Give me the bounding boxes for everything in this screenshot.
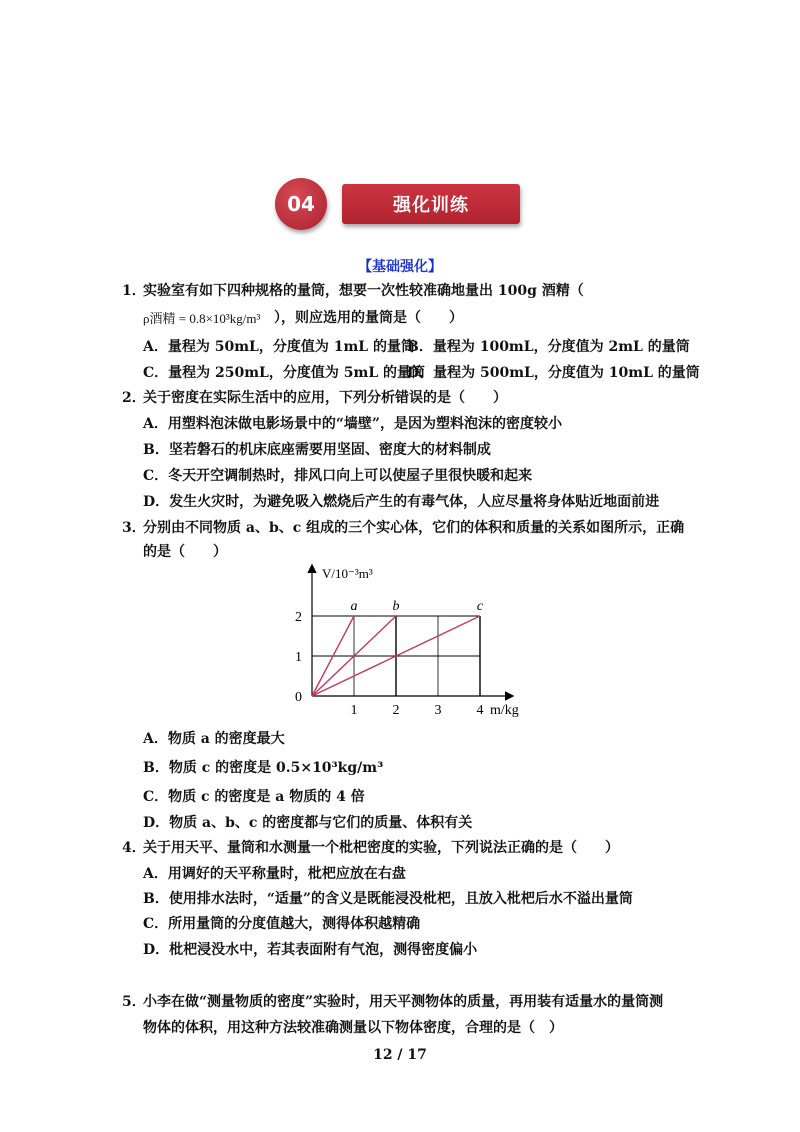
y-tick-label-2: 2 <box>295 610 302 625</box>
question-4-stem: 关于用天平、量筒和水测量一个枇杷密度的实验，下列说法正确的是（ ） <box>143 840 619 856</box>
question-3-stem-line1: 分别由不同物质 a、b、c 组成的三个实心体，它们的体积和质量的关系如图所示，正确 <box>143 520 685 536</box>
question-1-number: 1． <box>122 283 146 299</box>
origin-label: 0 <box>295 690 302 705</box>
page-number: 12 / 17 <box>373 1047 427 1063</box>
question-2-option-d: D．发生火灾时，为避免吸入燃烧后产生的有毒气体，人应尽量将身体贴近地面前进 <box>143 494 660 510</box>
volume-mass-chart <box>280 560 540 720</box>
section-title: 【基础强化】 <box>358 259 442 275</box>
question-1-stem-line2: ），则应选用的量筒是（ ） <box>274 310 463 326</box>
question-1-option-b: B．量程为 100mL，分度值为 2mL 的量筒 <box>407 339 690 355</box>
question-1-formula: ρ酒精 = 0.8×10³kg/m³ <box>143 311 261 326</box>
question-3-option-b: B．物质 c 的密度是 0.5×10³kg/m³ <box>143 760 384 776</box>
question-3-option-a: A．物质 a 的密度最大 <box>143 731 285 747</box>
question-1-option-c: C．量程为 250mL，分度值为 5mL 的量筒 <box>143 365 426 381</box>
question-5-stem-line2: 物体的体积，用这种方法较准确测量以下物体密度，合理的是（ ） <box>143 1020 563 1036</box>
x-axis-label: m/kg <box>490 703 519 718</box>
question-2-option-a: A．用塑料泡沫做电影场景中的“墙壁”，是因为塑料泡沫的密度较小 <box>143 416 562 432</box>
question-4-option-c: C．所用量筒的分度值越大，测得体积越精确 <box>143 916 421 932</box>
question-2-option-b: B．坚若磐石的机床底座需要用坚固、密度大的材料制成 <box>143 442 491 458</box>
y-axis-label: V/10⁻³m³ <box>322 566 373 581</box>
question-2-option-c: C．冬天开空调制热时，排风口向上可以使屋子里很快暖和起来 <box>143 468 533 484</box>
question-1-option-d: D．量程为 500mL，分度值为 10mL 的量筒 <box>407 365 700 381</box>
question-4-option-b: B．使用排水法时，“适量”的含义是既能浸没枇杷，且放入枇杷后水不溢出量筒 <box>143 891 633 907</box>
x-tick-label-4: 4 <box>476 703 484 718</box>
question-3-number: 3． <box>122 520 146 536</box>
question-2-number: 2． <box>122 390 146 406</box>
question-4-option-d: D．枇杷浸没水中，若其表面附有气泡，测得密度偏小 <box>143 942 478 958</box>
x-tick-label-1: 1 <box>350 703 358 718</box>
question-4-number: 4． <box>122 840 146 856</box>
question-3-option-d: D．物质 a、b、c 的密度都与它们的质量、体积有关 <box>143 815 473 831</box>
question-4-option-a: A．用调好的天平称量时，枇杷应放在右盘 <box>143 866 406 882</box>
question-1-stem-line1: 实验室有如下四种规格的量筒，想要一次性较准确地量出 100g 酒精（ <box>143 283 584 299</box>
series-label-a: a <box>350 599 358 614</box>
question-1-option-a: A．量程为 50mL，分度值为 1mL 的量筒 <box>143 339 416 355</box>
x-tick-label-2: 2 <box>392 703 400 718</box>
y-tick-label-1: 1 <box>295 650 302 665</box>
question-3-option-c: C．物质 c 的密度是 a 物质的 4 倍 <box>143 789 365 805</box>
question-2-stem: 关于密度在实际生活中的应用，下列分析错误的是（ ） <box>143 390 507 406</box>
question-3-stem-line2: 的是（ ） <box>143 544 227 560</box>
x-tick-label-3: 3 <box>434 703 442 718</box>
series-label-b: b <box>392 599 400 614</box>
section-number-badge: 04 <box>275 178 327 230</box>
question-5-stem-line1: 小李在做“测量物质的密度”实验时，用天平测物体的质量，再用装有适量水的量筒测 <box>143 994 664 1010</box>
series-label-c: c <box>476 599 484 614</box>
question-5-number: 5． <box>122 994 146 1010</box>
section-banner-title: 强化训练 <box>342 184 520 224</box>
